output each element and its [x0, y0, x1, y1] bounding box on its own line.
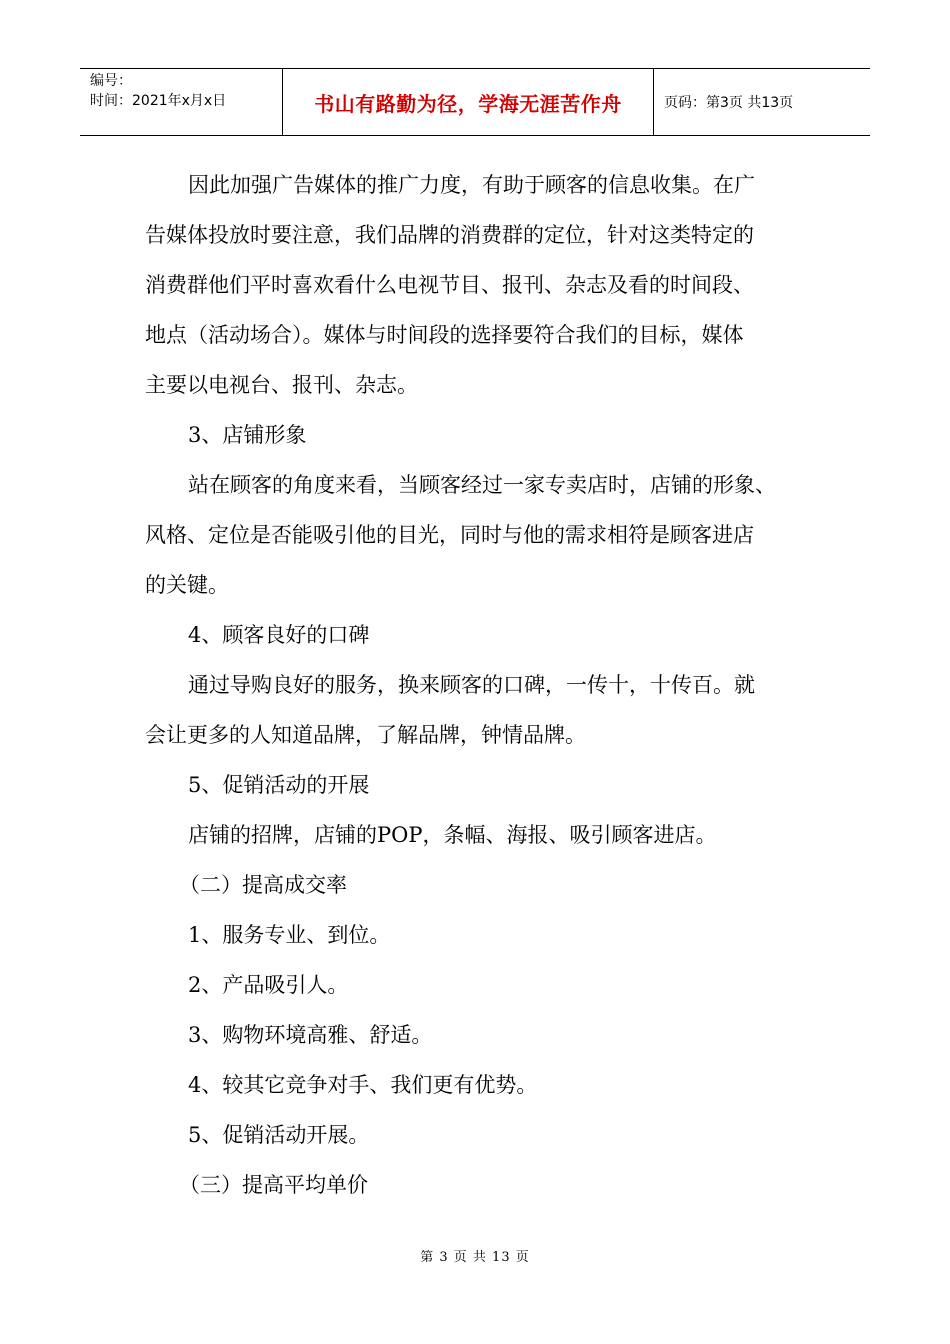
body-line: 地点（活动场合）。媒体与时间段的选择要符合我们的目标，媒体 — [145, 323, 744, 347]
body-line: 店铺的招牌，店铺的POP，条幅、海报、吸引顾客进店。 — [188, 823, 717, 847]
body-line: 4、较其它竞争对手、我们更有优势。 — [188, 1073, 538, 1097]
body-line: 2、产品吸引人。 — [188, 973, 349, 997]
page-footer: 第 3 页 共 13 页 — [420, 1250, 530, 1265]
header-page-info: 页码：第3页 共13页 — [664, 95, 794, 111]
header-motto-cell — [283, 69, 654, 135]
header-motto: 书山有路勤为径，学海无涯苦作舟 — [314, 91, 622, 116]
body-line: 会让更多的人知道品牌，了解品牌，钟情品牌。 — [145, 723, 586, 747]
body-line: 因此加强广告媒体的推广力度，有助于顾客的信息收集。在广 — [188, 173, 755, 197]
body-line: 站在顾客的角度来看，当顾客经过一家专卖店时，店铺的形象、 — [188, 473, 776, 497]
body-line: 1、服务专业、到位。 — [188, 923, 391, 947]
page-header — [80, 68, 870, 136]
body-line: 消费群他们平时喜欢看什么电视节目、报刊、杂志及看的时间段、 — [145, 273, 754, 297]
body-line: 的关键。 — [145, 573, 229, 597]
body-line: 5、促销活动开展。 — [188, 1123, 370, 1147]
body-line: 通过导购良好的服务，换来顾客的口碑，一传十，十传百。就 — [188, 673, 755, 697]
body-line: 告媒体投放时要注意，我们品牌的消费群的定位，针对这类特定的 — [145, 223, 754, 247]
header-meta — [80, 69, 283, 135]
body-line: 3、购物环境高雅、舒适。 — [188, 1023, 433, 1047]
header-page-info-cell — [654, 69, 870, 135]
body-line: 主要以电视台、报刊、杂志。 — [145, 373, 418, 397]
document-body — [145, 160, 815, 1210]
body-line: （二）提高成交率 — [179, 873, 347, 897]
body-line: 3、店铺形象 — [188, 423, 307, 447]
serial-label: 编号： — [90, 73, 132, 89]
body-line: 风格、定位是否能吸引他的目光，同时与他的需求相符是顾客进店 — [145, 523, 754, 547]
time-label: 时间：2021年x月x日 — [90, 93, 227, 109]
body-line: 4、顾客良好的口碑 — [188, 623, 370, 647]
body-line: 5、促销活动的开展 — [188, 773, 370, 797]
body-line: （三）提高平均单价 — [179, 1173, 368, 1197]
